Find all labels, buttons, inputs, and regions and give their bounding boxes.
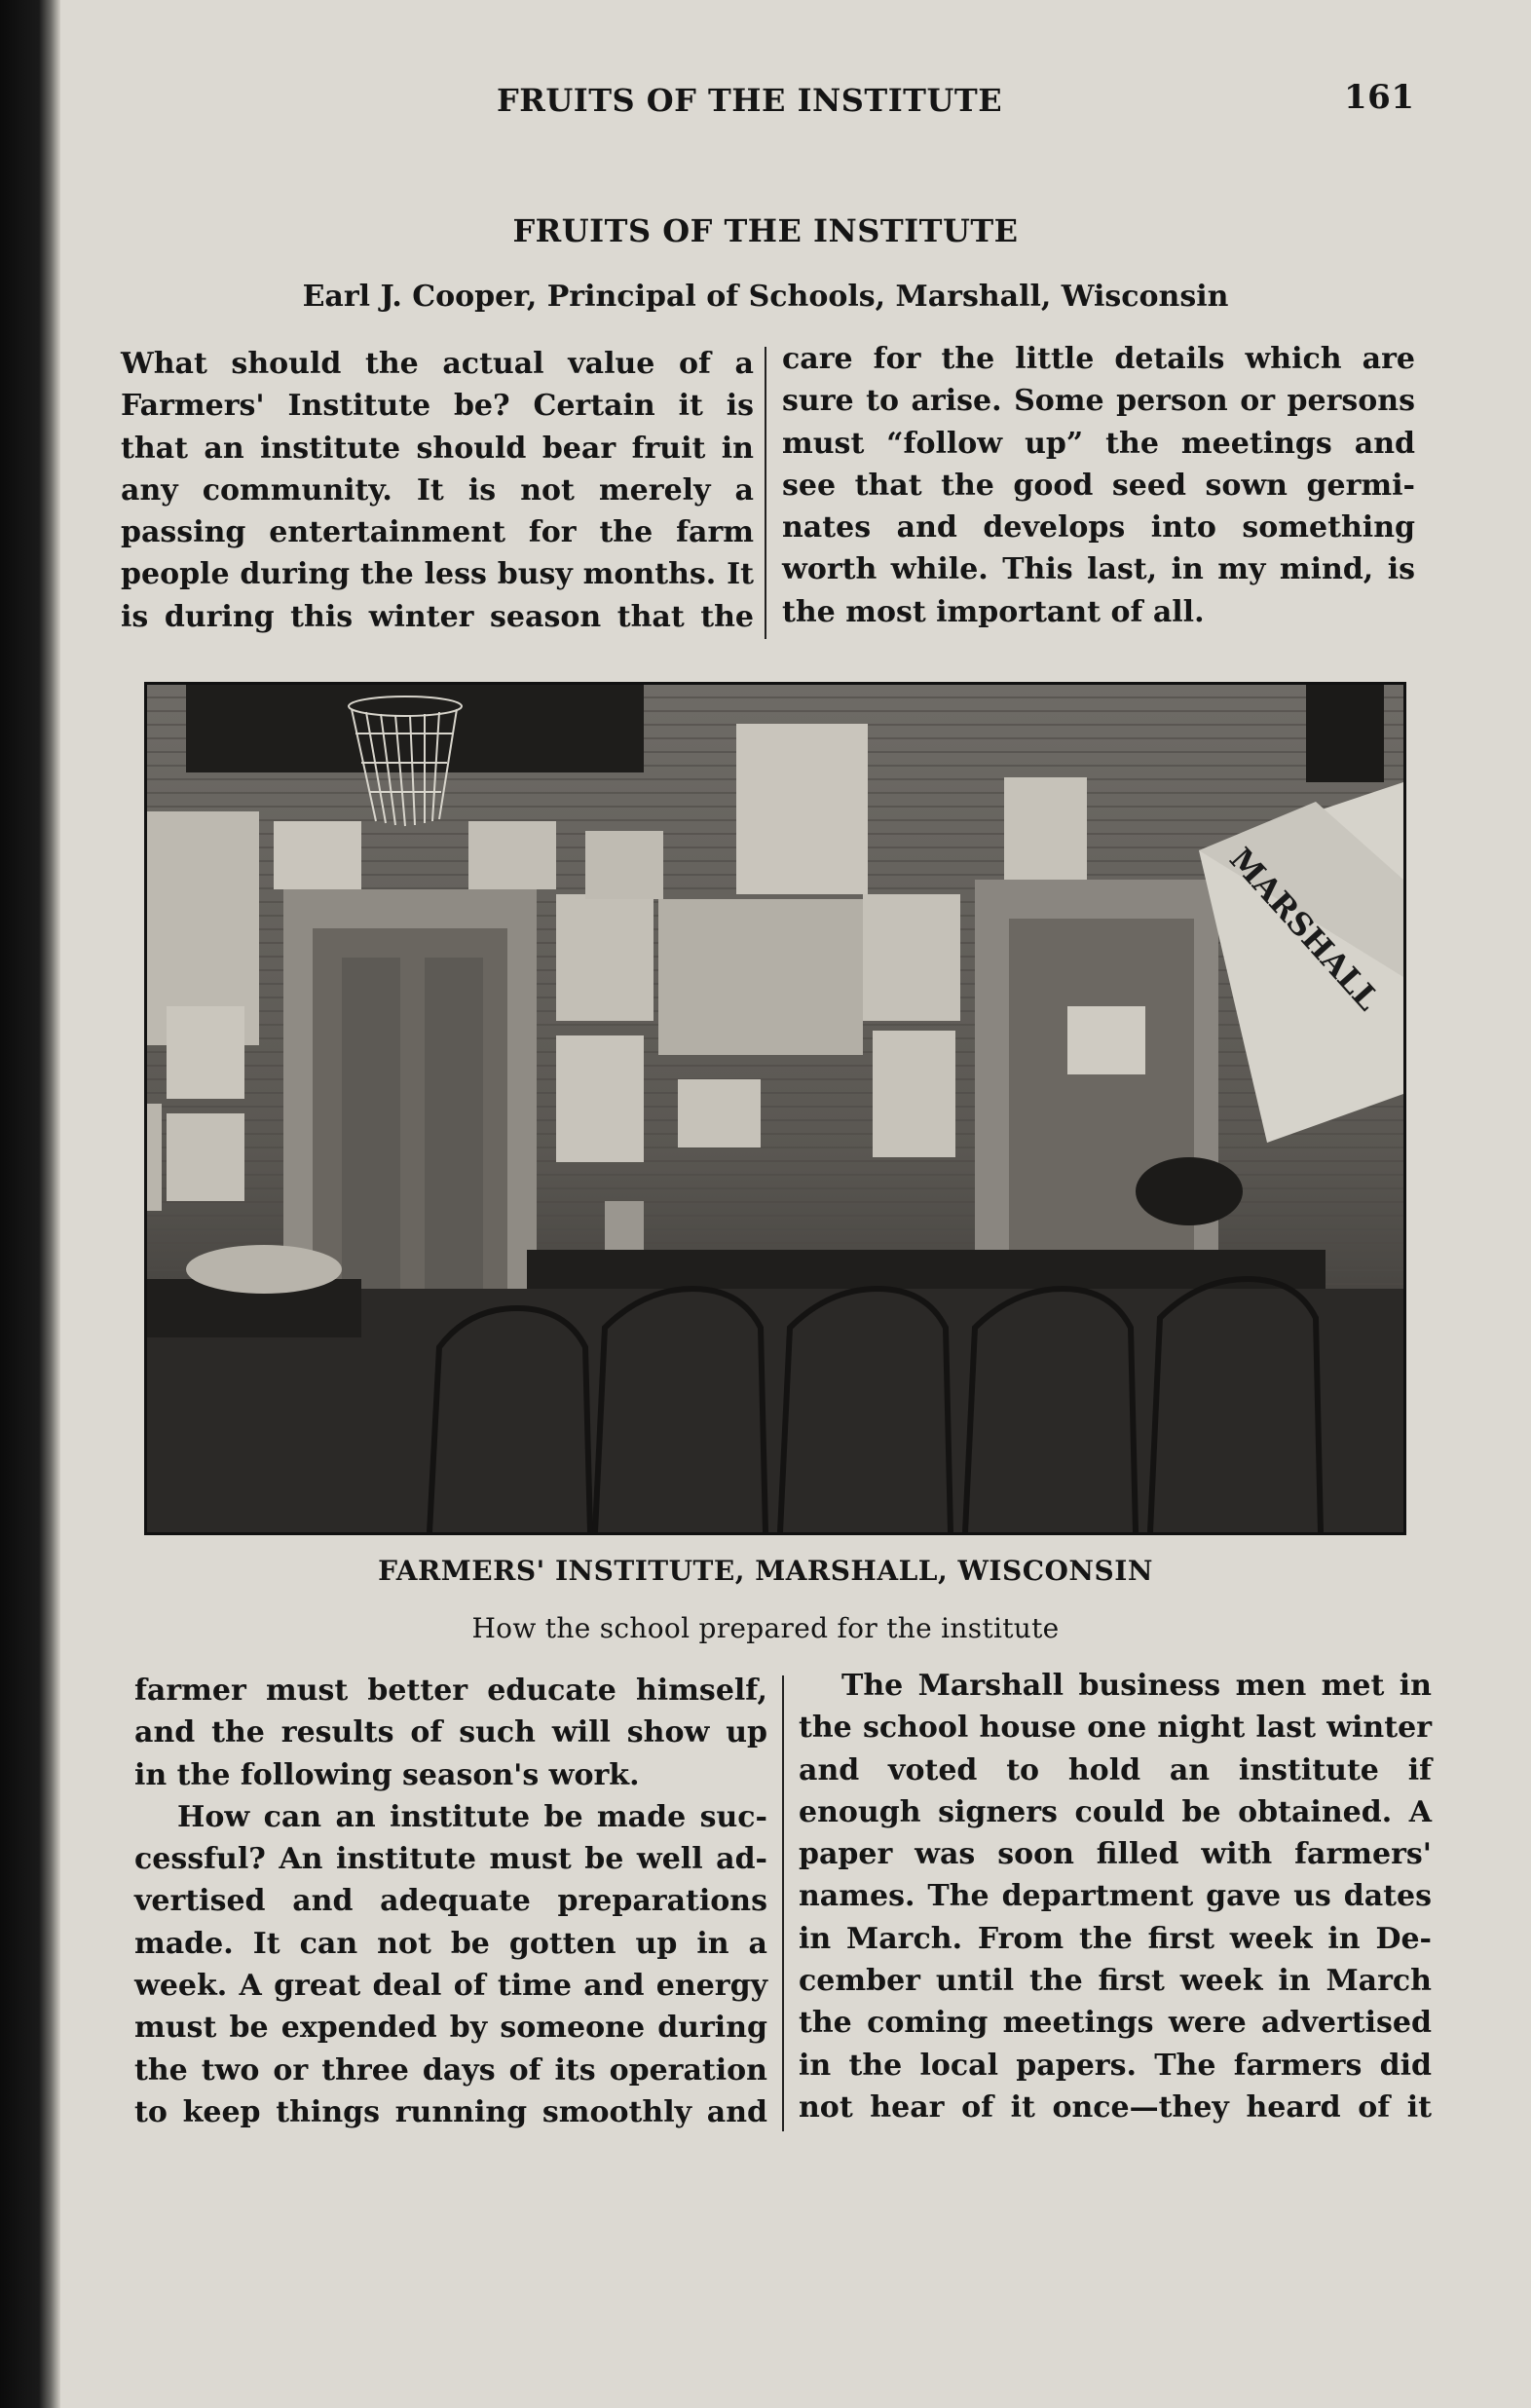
text-line: passing entertainment for the farm xyxy=(121,515,754,550)
bottom-right-column xyxy=(799,1665,1432,2128)
article-title: FRUITS OF THE INSTITUTE xyxy=(512,212,1019,249)
banner-text: MARSHALL xyxy=(1222,840,1387,1018)
text-line: cember until the first week in March xyxy=(799,1964,1432,1999)
text-line: names. The department gave us dates xyxy=(799,1879,1432,1914)
text-line: How can an institute be made suc- xyxy=(177,1799,767,1834)
photo-subcaption: How the school prepared for the institute xyxy=(471,1612,1060,1644)
text-line: see that the good seed sown germi- xyxy=(782,468,1415,503)
text-line: must “follow up” the meetings and xyxy=(782,426,1415,461)
text-line: What should the actual value of a xyxy=(121,347,754,381)
text-line: in the local papers. The farmers did xyxy=(799,2048,1432,2083)
text-line: worth while. This last, in my mind, is xyxy=(782,552,1415,587)
book-binding-edge xyxy=(0,0,60,2408)
text-line: and voted to hold an institute if xyxy=(799,1752,1432,1787)
text-line: people during the less busy months. It xyxy=(121,557,754,592)
column-divider xyxy=(765,347,766,639)
text-line: in the following season's work. xyxy=(134,1757,640,1792)
text-line: the most important of all. xyxy=(782,594,1205,629)
text-line: must be expended by someone during xyxy=(134,2011,767,2046)
text-line: to keep things running smoothly and xyxy=(134,2094,767,2129)
text-line: that an institute should bear fruit in xyxy=(121,431,754,466)
text-line: vertised and adequate preparations xyxy=(134,1884,767,1919)
running-head-title: FRUITS OF THE INSTITUTE xyxy=(497,82,1003,119)
text-line: sure to arise. Some person or persons xyxy=(782,384,1415,419)
running-head xyxy=(0,76,1531,134)
column-divider xyxy=(782,1675,784,2131)
text-line: in March. From the first week in De- xyxy=(799,1921,1432,1956)
text-line: Farmers' Institute be? Certain it is xyxy=(121,389,754,424)
text-line: paper was soon filled with farmers' xyxy=(799,1837,1432,1872)
text-line: is during this winter season that the xyxy=(121,599,754,634)
text-line: the two or three days of its operation xyxy=(134,2052,767,2088)
text-line: made. It can not be gotten up in a xyxy=(134,1926,767,1961)
institute-photograph xyxy=(144,682,1406,1535)
text-line: The Marshall business men met in xyxy=(841,1669,1432,1703)
text-line: and the results of such will show up xyxy=(134,1715,767,1750)
top-left-column xyxy=(121,343,754,638)
text-line: cessful? An institute must be well ad- xyxy=(134,1842,767,1877)
text-line: nates and develops into something xyxy=(782,510,1415,546)
top-right-column xyxy=(782,338,1415,633)
text-line: the coming meetings were advertised xyxy=(799,2006,1432,2041)
article-byline: Earl J. Cooper, Principal of Schools, Marshall, Wisconsin xyxy=(302,280,1229,314)
photo-caption: FARMERS' INSTITUTE, MARSHALL, WISCONSIN xyxy=(378,1555,1153,1587)
text-line: farmer must better educate himself, xyxy=(134,1674,767,1708)
text-line: care for the little details which are xyxy=(782,342,1415,376)
text-line: any community. It is not merely a xyxy=(121,472,754,508)
bottom-left-column xyxy=(134,1670,767,2133)
page-number: 161 xyxy=(1344,78,1415,117)
text-line: the school house one night last winter xyxy=(799,1711,1432,1746)
text-line: week. A great deal of time and energy xyxy=(134,1969,767,2004)
text-line: enough signers could be obtained. A xyxy=(799,1794,1432,1829)
text-line: not hear of it once—they heard of it xyxy=(799,2089,1432,2125)
